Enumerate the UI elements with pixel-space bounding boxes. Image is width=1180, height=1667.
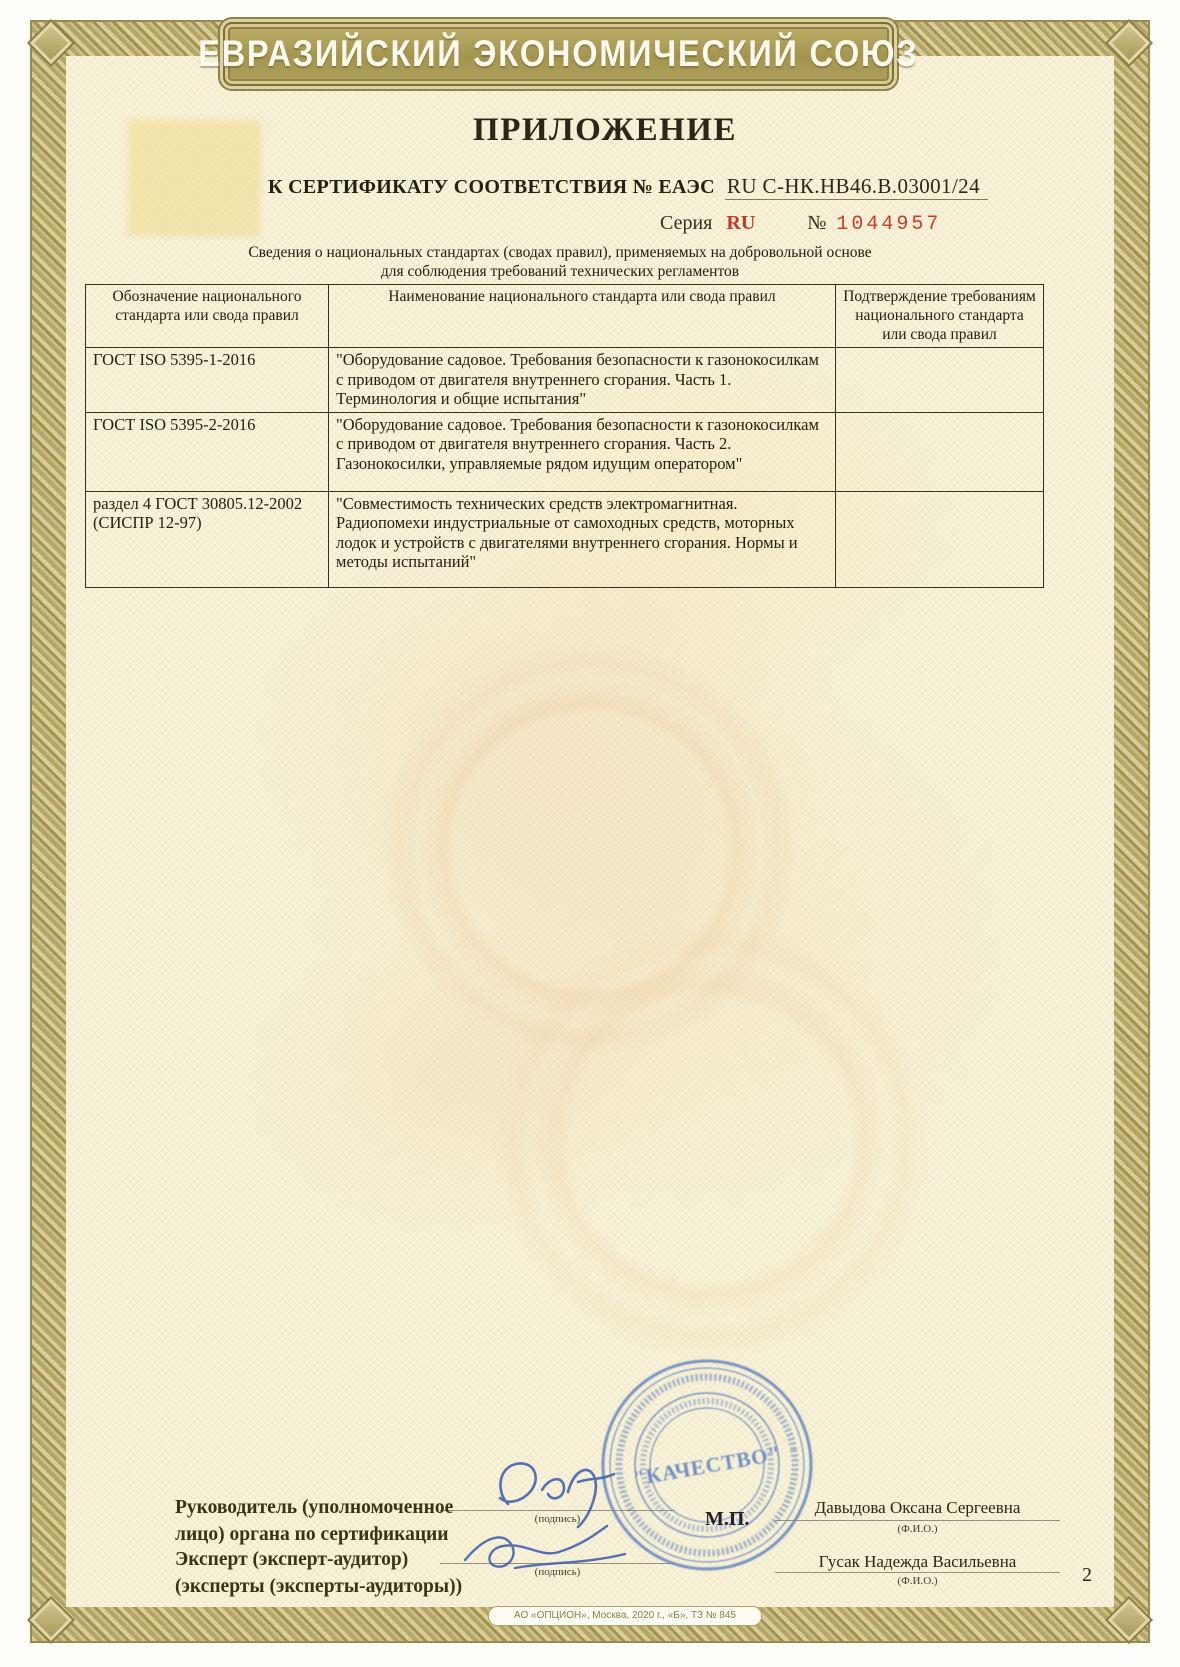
expert-name-line [775,1572,1060,1573]
head-signatory-label-line2: лицо) органа по сертификации [175,1524,449,1545]
cell-standard-name: "Оборудование садовое. Требования безопасности к газонокосилкам с приводом от двигателя внутреннего сгорания. Часть 2. Газонокосилки, управляемые рядом идущим оператором" [329,412,836,491]
cell-confirmation [836,491,1044,587]
head-signatory-label-line1: Руководитель (уполномоченное [175,1497,454,1518]
stamp-place-label: М.П. [705,1508,750,1530]
stamp-center-text: "КАЧЕСТВО" [631,1441,783,1491]
head-signature-caption: (подпись) [534,1513,581,1525]
watermark-square [127,119,260,236]
standards-table [85,284,1044,588]
cell-designation: ГОСТ ISO 5395-2-2016 [86,412,329,491]
cell-confirmation [836,348,1044,413]
expert-autograph [455,1518,645,1580]
cell-standard-name: "Совместимость технических средств электромагнитная. Радиопомехи индустриальные от самоходных средств, моторных лодок и устройств с двигателями внутреннего сгорания. Нормы и методы испытаний" [329,491,836,587]
intro-line-2: для соблюдения требований технических регламентов [380,263,740,280]
certificate-reference-label: К СЕРТИФИКАТУ СООТВЕТСТВИЯ № ЕАЭС [268,176,715,198]
expert-signatory-label-line2: (эксперты (эксперты-аудиторы)) [175,1576,463,1597]
series-label: Серия [660,212,713,234]
cell-standard-name: "Оборудование садовое. Требования безопасности к газонокосилкам с приводом от двигателя внутреннего сгорания. Часть 1. Терминология и общие испытания" [329,348,836,413]
column-header-name: Наименование национального стандарта или свода правил [329,285,836,348]
certificate-number: RU С-НК.НВ46.В.03001/24 [725,174,988,200]
cell-designation: раздел 4 ГОСТ 30805.12-2002 (СИСПР 12-97) [86,491,329,587]
expert-signatory-name: Гусак Надежда Васильевна [818,1552,1017,1571]
document-title: ПРИЛОЖЕНИЕ [473,112,737,148]
head-signatory-label [175,1494,453,1548]
series-line [660,212,941,236]
table-row [86,348,1044,413]
head-signatory-name: Давыдова Оксана Сергеевна [814,1498,1021,1517]
blank-number-sign: № [807,212,827,234]
table-header-row [86,285,1044,348]
head-name-caption: (Ф.И.О.) [897,1523,938,1535]
expert-signatory-label-line1: Эксперт (эксперт-аудитор) [175,1549,409,1570]
expert-signatory-label [175,1546,462,1600]
cell-confirmation [836,412,1044,491]
printer-imprint: АО «ОПЦИОН», Москва, 2020 г., «Б», ТЗ № 845 [488,1606,762,1626]
blank-number-value: 1044957 [836,213,942,236]
column-header-designation: Обозначение национального стандарта или свода правил [86,285,329,348]
intro-line-1: Сведения о национальных стандартах (сводах правил), применяемых на добровольной основе [248,244,872,261]
certificate-reference-line [268,174,988,199]
series-value: RU [726,212,756,234]
cell-designation: ГОСТ ISO 5395-1-2016 [86,348,329,413]
expert-signature-caption: (подпись) [534,1566,581,1578]
page-number: 2 [1082,1564,1092,1586]
eaeu-banner-title: ЕВРАЗИЙСКИЙ ЭКОНОМИЧЕСКИЙ СОЮЗ [198,33,919,74]
eaeu-banner [198,22,919,86]
intro-paragraph [80,243,1040,281]
expert-name-caption: (Ф.И.О.) [897,1575,938,1587]
table-row [86,491,1044,587]
table-row [86,412,1044,491]
column-header-confirmation: Подтверждение требованиям национального стандарта или свода правил [836,285,1044,348]
